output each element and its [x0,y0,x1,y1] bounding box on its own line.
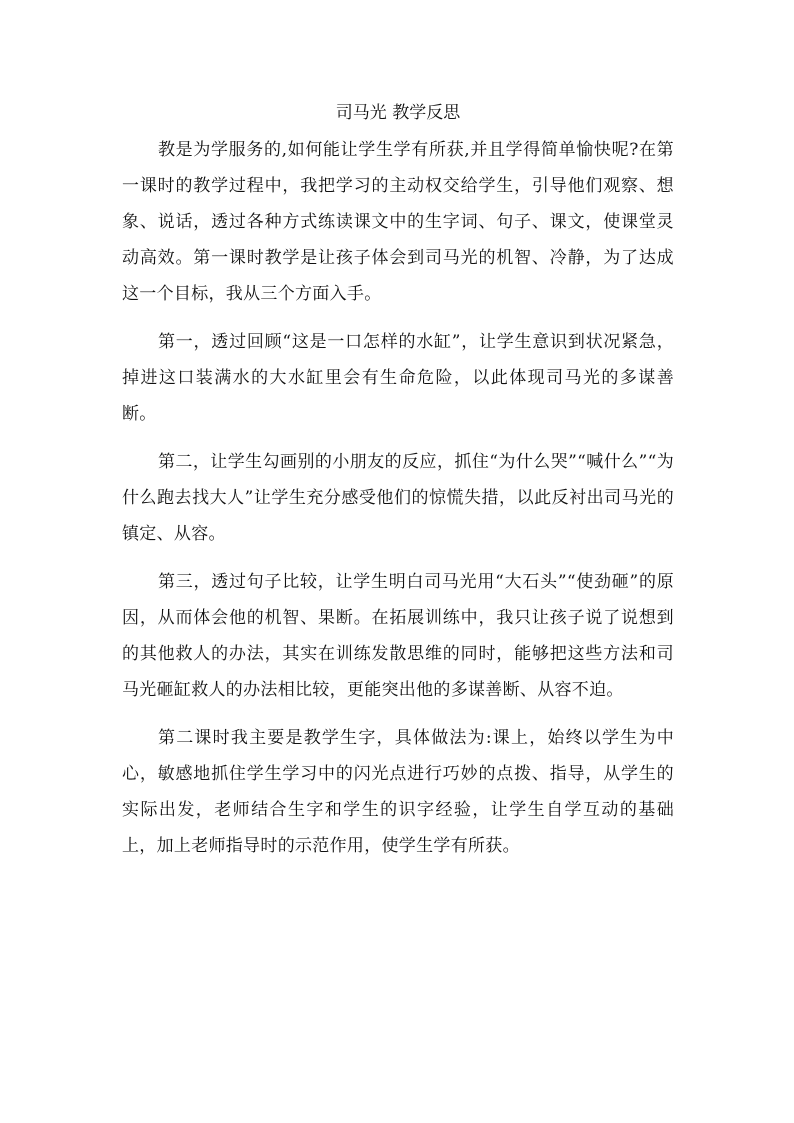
paragraph-intro: 教是为学服务的,如何能让学生学有所获,并且学得简单愉快呢?在第一课时的教学过程中，我把学习的主动权交给学生，引导他们观察、想象、说话，透过各种方式练读课文中的生字词、句子、课文，使课堂灵动高效。第一课时教学是让孩子体会到司马光的机智、冷静，为了达成这一个目标，我从三个方面入手。 [122,140,674,304]
paragraph-point-two: 第二，让学生勾画别的小朋友的反应，抓住“为什么哭”“喊什么”“为什么跑去找大人”让学生充分感受他们的惊慌失措，以此反衬出司马光的镇定、从容。 [122,452,674,544]
paragraph-point-one: 第一，透过回顾“这是一口怎样的水缸”，让学生意识到状况紧急，掉进这口装满水的大水缸里会有生命危险，以此体现司马光的多谋善断。 [122,332,674,424]
paragraph-point-three: 第三，透过句子比较，让学生明白司马光用“大石头”“使劲砸”的原因，从而体会他的机智、果断。在拓展训练中，我只让孩子说了说想到的其他救人的办法，其实在训练发散思维的同时，能够把这些方法和司马光砸缸救人的办法相比较，更能突出他的多谋善断、从容不迫。 [122,572,674,700]
document-title: 司马光 教学反思 [335,103,461,123]
paragraph-second-lesson: 第二课时我主要是教学生字，具体做法为:课上，始终以学生为中心，敏感地抓住学生学习中的闪光点进行巧妙的点拨、指导，从学生的实际出发，老师结合生字和学生的识字经验，让学生自学互动的基础上，加上老师指导时的示范作用，使学生学有所获。 [122,728,674,856]
document-page [122,98,674,876]
